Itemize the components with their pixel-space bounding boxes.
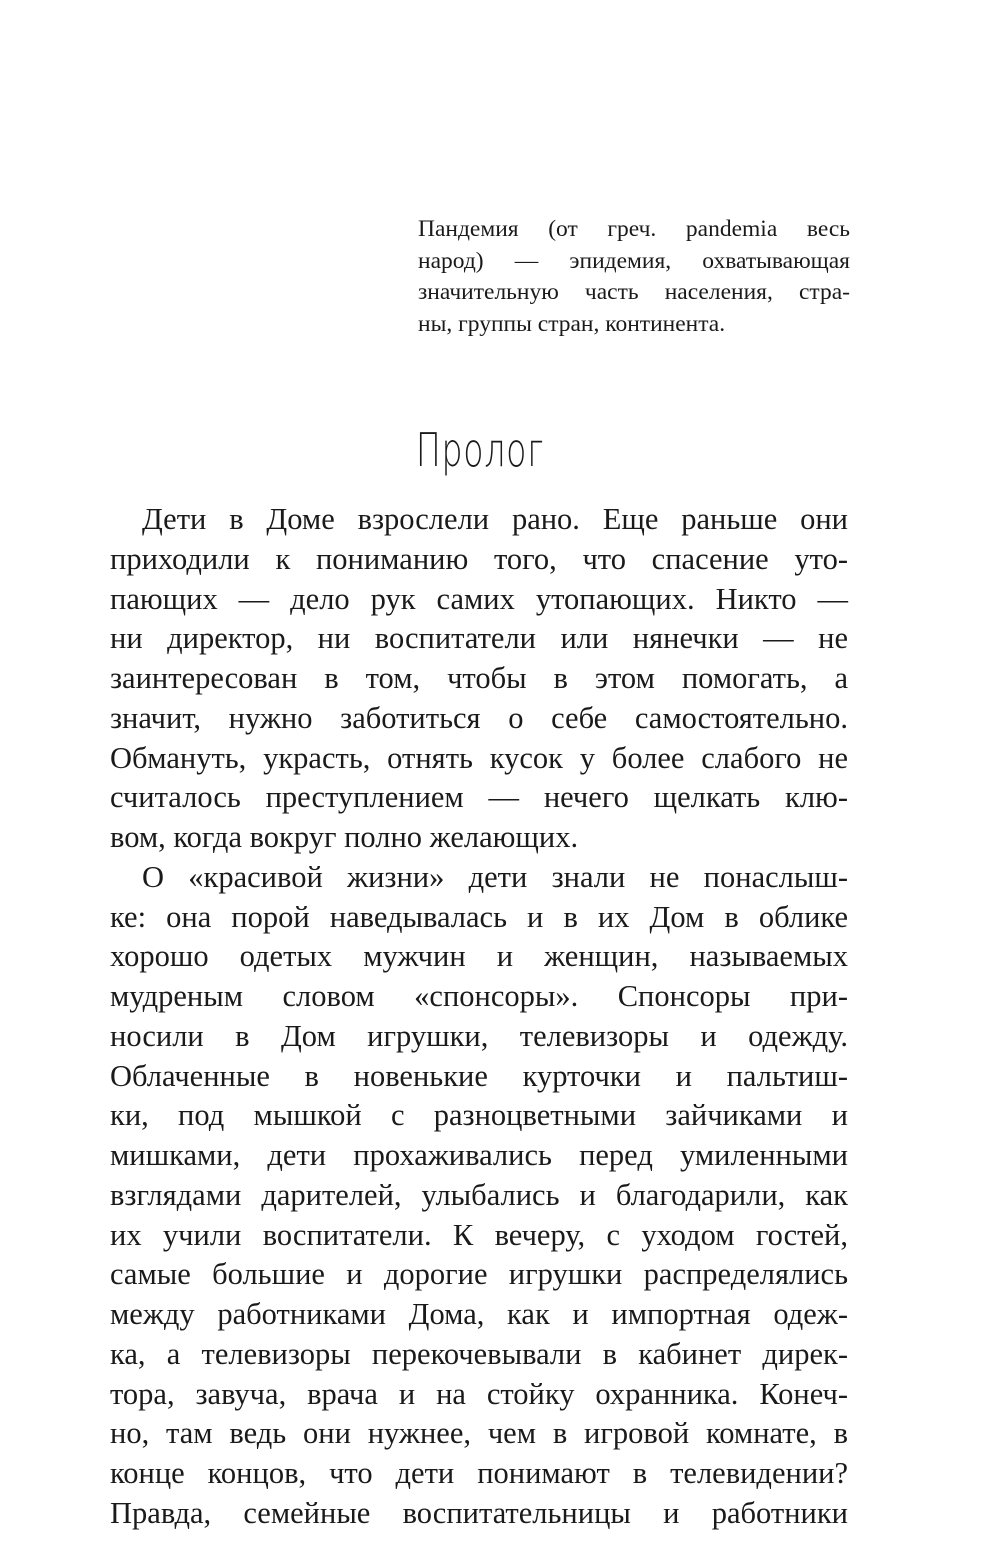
paragraph-line: тора, завуча, врача и на стойку охранника. Конеч- (110, 1376, 848, 1411)
epigraph-line: народ) — эпидемия, охватывающая (418, 247, 850, 274)
paragraph-line: вом, когда вокруг полно желающих. (110, 820, 579, 854)
epigraph-line: Пандемия (от греч. pandemia весь (418, 216, 850, 242)
paragraph-line: считалось преступлением — нечего щелкать клю- (110, 780, 848, 815)
paragraph-line: между работниками Дома, как и импортная одеж- (110, 1297, 848, 1331)
paragraph-line: Дети в Доме взрослели рано. Еще раньше они (142, 502, 848, 536)
paragraph-line: Облаченные в новенькие курточки и пальтиш- (110, 1058, 848, 1093)
body-text (110, 500, 848, 1534)
paragraph-line: пающих — дело рук самих утопающих. Никто — (110, 581, 848, 616)
paragraph-line: ка, а телевизоры перекочевывали в кабинет дирек- (110, 1336, 848, 1371)
paragraph-line: но, там ведь они нужнее, чем в игровой комнате, в (110, 1416, 848, 1451)
paragraph-line: взглядами дарителей, улыбались и благодарили, как (110, 1177, 848, 1212)
paragraph-line: ке: она порой наведывалась и в их Дом в облике (110, 899, 848, 934)
paragraph-line: значит, нужно заботиться о себе самостоятельно. (110, 700, 848, 735)
paragraph-line: носили в Дом игрушки, телевизоры и одежду. (110, 1018, 848, 1053)
paragraph-line: ки, под мышкой с разноцветными зайчиками и (110, 1098, 848, 1133)
chapter-title: Пролог (415, 423, 545, 477)
paragraph-line: заинтересован в том, чтобы в этом помогать, а (110, 661, 848, 695)
paragraph-line: мишками, дети прохаживались перед умиленными (110, 1138, 848, 1172)
epigraph-line: значительную часть населения, стра- (418, 279, 850, 305)
epigraph (418, 214, 850, 340)
paragraph-line: самые большие и дорогие игрушки распределялись (110, 1257, 848, 1292)
paragraph-line: Правда, семейные воспитательницы и работники (110, 1495, 848, 1530)
paragraph-line: мудреным словом «спонсоры». Спонсоры при- (110, 979, 848, 1013)
epigraph-line: ны, группы стран, континента. (418, 310, 726, 337)
paragraph-line: их учили воспитатели. К вечеру, с уходом гостей, (110, 1217, 848, 1252)
paragraph-line: Обмануть, украсть, отнять кусок у более слабого не (110, 740, 848, 775)
paragraph-line: ни директор, ни воспитатели или нянечки — не (110, 621, 848, 656)
paragraph-line: конце концов, что дети понимают в телевидении? (110, 1456, 848, 1490)
paragraph-line: приходили к пониманию того, что спасение уто- (110, 541, 848, 576)
paragraph-line: хорошо одетых мужчин и женщин, называемых (110, 939, 848, 974)
paragraph-line: О «красивой жизни» дети знали не понаслыш- (142, 859, 848, 894)
